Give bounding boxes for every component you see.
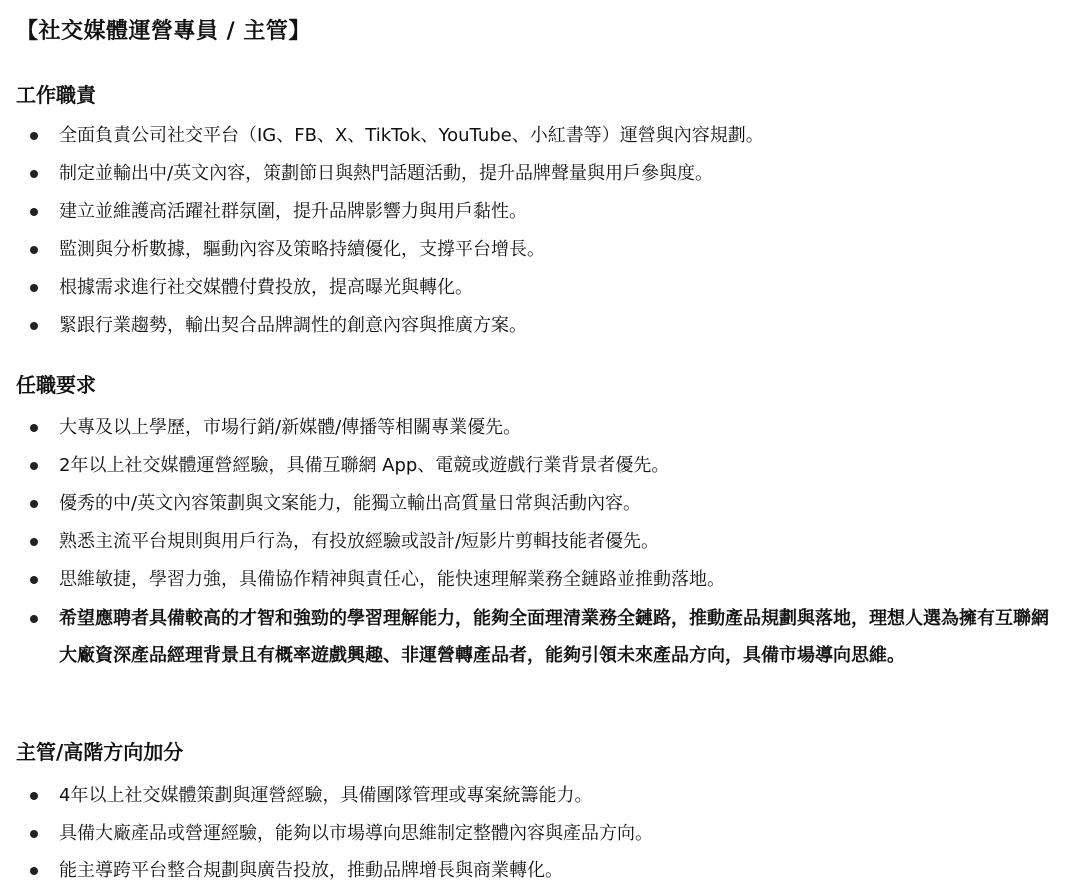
- list-item-text: 熟悉主流平台規則與用戶行為，有投放經驗或設計/短影片剪輯技能者優先。: [59, 531, 660, 552]
- bullet-icon: [30, 576, 38, 584]
- bullet-icon: [30, 170, 38, 178]
- list-item-text: 制定並輸出中/英文內容，策劃節日與熱門話題活動，提升品牌聲量與用戶參與度。: [59, 163, 714, 184]
- list-item-text: 具備大廠產品或營運經驗，能夠以市場導向思維制定整體內容與產品方向。: [59, 823, 653, 844]
- list-item-text: 建立並維護高活躍社群氛圍，提升品牌影響力與用戶黏性。: [59, 201, 527, 222]
- bullet-icon: [30, 284, 38, 292]
- bullet-icon: [30, 246, 38, 254]
- list-item-text: 緊跟行業趨勢，輸出契合品牌調性的創意內容與推廣方案。: [59, 315, 527, 336]
- list-item-text: 4年以上社交媒體策劃與運營經驗，具備團隊管理或專案統籌能力。: [59, 785, 593, 806]
- list-item-text: 思維敏捷，學習力強，具備協作精神與責任心，能快速理解業務全鏈路並推動落地。: [59, 569, 725, 590]
- bullet-icon: [30, 132, 38, 140]
- bullet-icon: [30, 208, 38, 216]
- list-item-text: 監測與分析數據，驅動內容及策略持續優化，支撐平台增長。: [59, 239, 545, 260]
- list-item-text: 能主導跨平台整合規劃與廣告投放，推動品牌增長與商業轉化。: [59, 860, 563, 881]
- section-heading-responsibilities: 工作職責: [16, 83, 96, 107]
- list-item-text: 2年以上社交媒體運營經驗，具備互聯網 App、電競或遊戲行業背景者優先。: [59, 455, 670, 476]
- bullet-icon: [30, 867, 38, 875]
- bullet-icon: [30, 830, 38, 838]
- list-item-text: 根據需求進行社交媒體付費投放，提高曝光與轉化。: [59, 277, 473, 298]
- section-heading-bonus: 主管/高階方向加分: [16, 740, 184, 764]
- list-item-text: 大專及以上學歷，市場行銷/新媒體/傳播等相關專業優先。: [59, 417, 522, 438]
- bullet-icon: [30, 538, 38, 546]
- bullet-icon: [30, 462, 38, 470]
- list-item-text: 優秀的中/英文內容策劃與文案能力，能獨立輸出高質量日常與活動內容。: [59, 493, 642, 514]
- list-item-text-bold: 希望應聘者具備較高的才智和強勁的學習理解能力，能夠全面理清業務全鏈路，推動產品規劃與落地，理想人選為擁有互聯網大廠資深產品經理背景且有概率遊戲興趣、非運營轉產品者，能夠引領未來產品方向，具備市場導向思維。: [59, 608, 1049, 666]
- list-item-text: 全面負責公司社交平台（IG、FB、X、TikTok、YouTube、小紅書等）運營與內容規劃。: [59, 125, 764, 146]
- section-heading-requirements: 任職要求: [16, 373, 96, 397]
- bullet-icon: [30, 500, 38, 508]
- bullet-icon: [30, 424, 38, 432]
- bullet-icon: [30, 792, 38, 800]
- bullet-icon: [30, 322, 38, 330]
- bullet-icon: [30, 615, 38, 623]
- page-title: 【社交媒體運營專員 / 主管】: [16, 19, 311, 44]
